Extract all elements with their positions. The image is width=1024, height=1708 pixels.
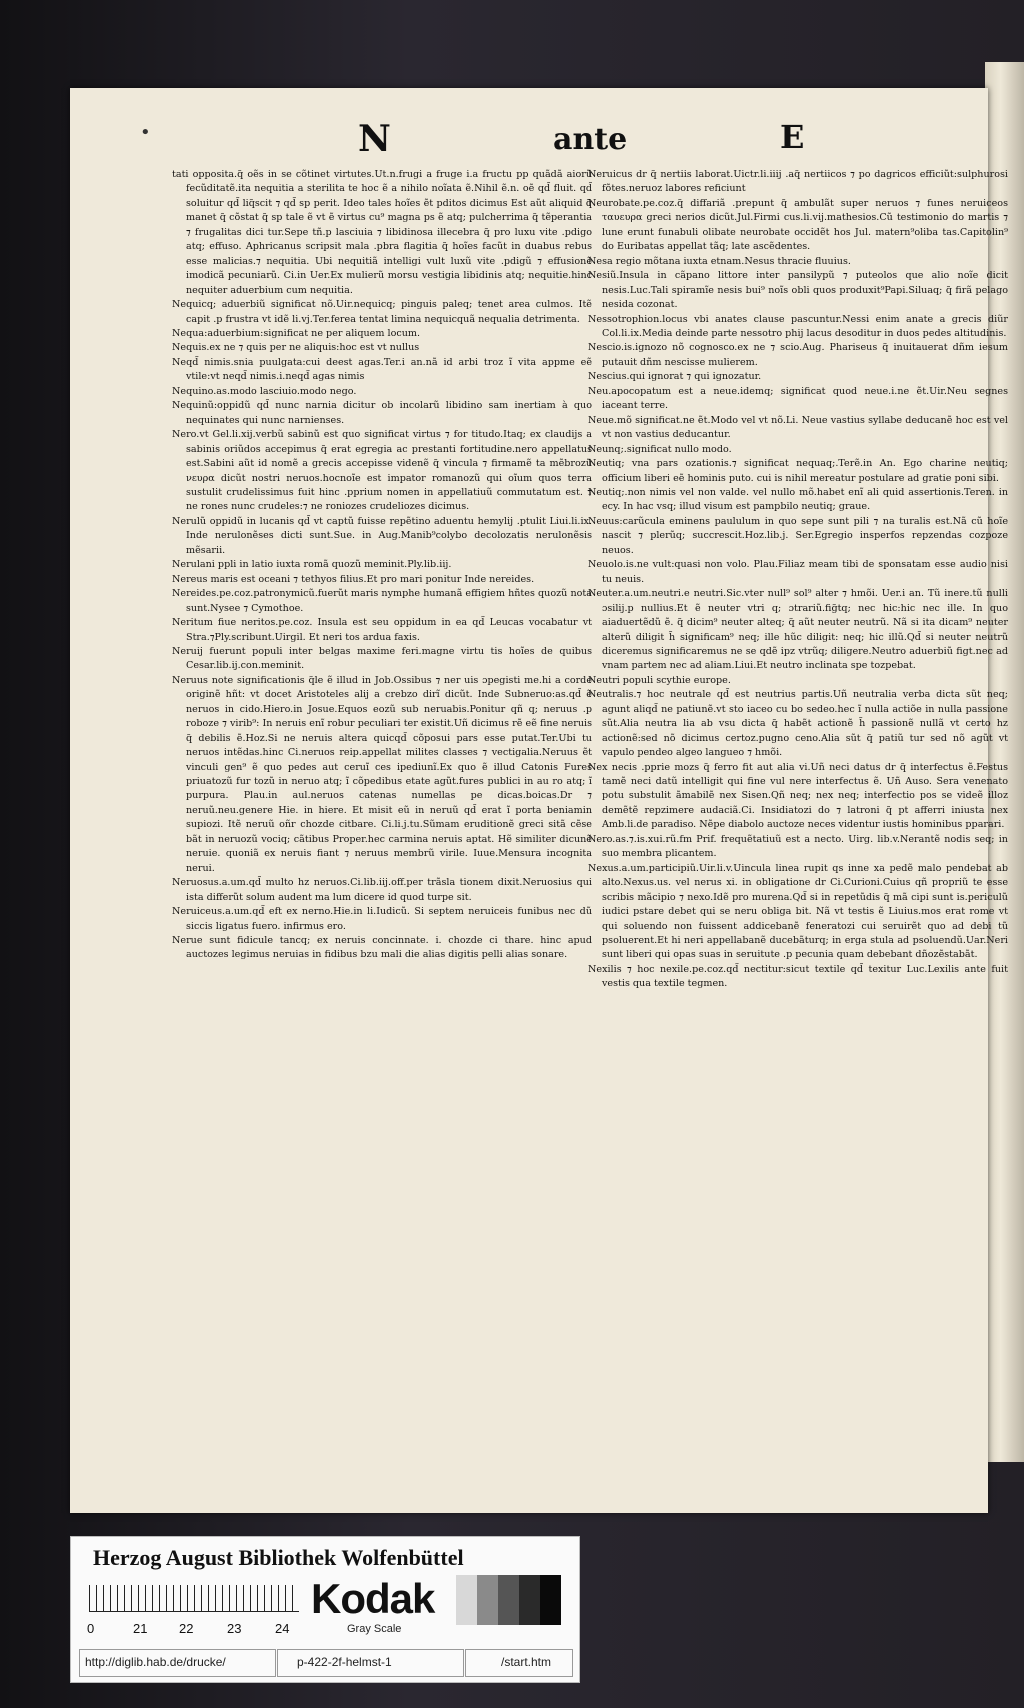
ruler-number: 0 — [87, 1621, 95, 1636]
dictionary-entry: Nequinũ:oppidũ qd̃ nunc narnia dicitur ob incolarũ libidino sam inertiam à quo nequinates qui nunc narnienses. — [172, 400, 592, 426]
dictionary-entry: Nerulũ oppidũ in lucanis qd̃ vt captũ fuisse repẽtino aduentu hemylij .ptulit Liui.li.ix. Inde nerulonẽses dicti sunt.Sue. in Aug.Manib⁹colybo decolozatis nerulonẽsis mẽsarii. — [172, 515, 592, 556]
gray-scale-label: Gray Scale — [347, 1623, 402, 1635]
dictionary-entry: Neue.mõ significat.ne ẽt.Modo vel vt nõ.Li. Neue vastius syllabe deducanẽ hoc est vel vt non vastius deducantur. — [588, 414, 1008, 441]
gray-swatch — [456, 1575, 477, 1625]
ruler-number: 21 — [133, 1621, 148, 1636]
dictionary-entry: Nerulani ppli in latio iuxta romã quozũ meminit.Ply.lib.iij. — [172, 559, 452, 571]
dictionary-entry: Nescio.is.ignozo nõ cognosco.ex ne ⁊ scio.Aug. Phariseus q̃ inuitauerat dñm iesum putauit dñm nescisse mulierem. — [588, 342, 1008, 368]
book-page — [70, 88, 1008, 1513]
dictionary-entry: Neritum fiue neritos.pe.coz. Insula est seu oppidum in ea qd̃ Leucas vocabatur vt Stra.⁊Ply.scribunt.Uirgil. Et neri tos ardua faxis. — [172, 617, 592, 643]
dictionary-entry: Neuus:carũcula eminens paululum in quo sepe sunt pili ⁊ na turalis est.Nã cũ hoĩe nascit ⁊ plerũq; succrescit.Hoz.lib.j. Ser.Egregio insperfos repzendas cozpoze neuos. — [588, 515, 1008, 556]
gray-swatch — [519, 1575, 540, 1625]
dictionary-entry: Neruicus dr q̃ nertiis laborat.Uictr.li.iiij .aq̃ nertiicos ⁊ po dagricos efficiũt:sulphurosi fõtes.neruoz labores reficiunt — [588, 169, 1008, 195]
dictionary-entry: Neunq;.significat nullo modo. — [588, 443, 732, 455]
dictionary-entry: Nexus.a.um.participiũ.Uir.li.v.Uincula linea rupit qs inne xa pedẽ malo pendebat ab alto.Nexus.us. vel nerus xi. in obligatione dr Ci.Curioni.Cuius qñ propriũ te esse scribis mãcipio ⁊ nexo.Idẽ pro murena.Qd̃ si in repetũdis q̃ mã cipi sunt is.periculũ iudici pstare debet qui se neru obliga bit. Nã vt testis ẽ Liuius.mos erat rome vt qui soluendo non fuissent addicebanẽ feneratozi cui seruirẽt quo ad debi tũ psoluerent.Et hi neri appellabanẽ ducebãturq; in erga stula ad psoluendũ.Uar.Neri sunt liberi qui opas suas in seruitute .p pecunia quam debebant dñozẽstabãt. — [588, 862, 1008, 961]
dictionary-entry: Nexilis ⁊ hoc nexile.pe.coz.qd̃ nectitur:sicut textile qd̃ texitur Luc.Lexilis ante fuit vestis qua textile tegmen. — [588, 963, 1008, 990]
dictionary-entry: Nescius.qui ignorat ⁊ qui ignozatur. — [588, 371, 762, 383]
page-header — [70, 118, 988, 168]
gray-swatch — [477, 1575, 498, 1625]
dictionary-entry: Neurobate.pe.coz.q̃ diffariã .prepunt q̃ ambulãt super neruos ⁊ funes neruiceos ταυευρα greci nerios dicũt.Jul.Firmi cus.li.vij.mathesios.Cũ testimonio do martis ⁊ lune erunt funabuli olibate neurobate occidẽt hos Jul. matern⁹oliba tas.Capitolin⁹ do Euribatas appellat tãq; late ascẽdentes. — [588, 197, 1008, 253]
gray-swatch — [498, 1575, 519, 1625]
dictionary-entry: Nereides.pe.coz.patronymicũ.fuerũt maris nymphe humanã effigiem hñtes quozũ nota sunt.Nysee ⁊ Cymothoe. — [172, 588, 592, 614]
library-scan-label — [70, 1536, 580, 1683]
header-word-center: ante — [553, 122, 628, 157]
dictionary-entry: Nero.vt Gel.li.xij.verbũ sabinũ est quo significat virtus ⁊ for titudo.Itaq; ex claudijs a sabinis oriũdos accepimus q̃ erat egregia ac prestanti fortitudine.nero appellatus est.Sabini aũt id nomẽ a grecis accepisse videnẽ q̃ vincula ⁊ firmamẽ ta mẽbrozũ νευρα dicũt nostri neruos.hocnoĩe est impator romanozũ qui oĩum quos terra sustulit crudelissimus fuit hinc .pprium nomen in appellatiuũ commutatum est. ⁊ ne rones nunc crudeles:⁊ ne roniozes crudeliozes dicimus. — [172, 429, 592, 513]
dictionary-entry: Nequino.as.modo lasciuio.modo nego. — [172, 385, 357, 397]
shelfmark: p-422-2f-helmst-1 — [297, 1655, 392, 1669]
library-title: Herzog August Bibliothek Wolfenbüttel — [93, 1545, 464, 1570]
dictionary-entry: Nesiũ.Insula in cãpano littore inter pansilypũ ⁊ puteolos que alio noĩe dicit nesis.Luc.Tali spiramĩe nesis bui⁹ noĩs obli quos produxit⁹Papi.Siluaq; q̃ firã pelago nesida cozonat. — [588, 270, 1008, 311]
scale-ruler — [89, 1585, 299, 1612]
gray-scale-swatches — [456, 1575, 561, 1625]
dictionary-entry: Neutiq; vna pars ozationis.⁊ significat nequaq;.Terẽ.in An. Ego charine neutiq; officium liberi eẽ hominis puto. cui is nihil mereatur postulare ad gratie poni sibi. — [588, 458, 1008, 484]
library-url: http://diglib.hab.de/drucke/ — [85, 1655, 226, 1669]
dictionary-entry: Nex necis .pprie mozs q̃ ferro fit aut alia vi.Uñ neci datus dr q̃ interfectus ẽ.Festus tamẽ neci datũ intelligit qui fine vul nere interfectus ẽ. Uñ Auso. Sera venenato potu substulit ãmabilẽ nex Sisen.Qñ neq; nex neq; interfectio pos se videẽ illoz demẽtẽ repzimere audaciã.Ci. Insidiatozi do ⁊ latroni q̃ pt afferri iniusta nex Amb.li.de paradiso. Nẽpe diabolo auctoze neces videntur iustis hominibus pparari. — [588, 761, 1008, 831]
ruler-number: 24 — [275, 1621, 290, 1636]
header-letter-left: N — [358, 118, 391, 160]
gray-swatch — [540, 1575, 561, 1625]
dictionary-entry: Nero.as.⁊.is.xui.rũ.fm Prif. frequẽtatiuũ est a necto. Uirg. lib.v.Nerantẽ nodis seq; in suo membra plicantem. — [588, 833, 1008, 860]
start-path: /start.htm — [501, 1655, 552, 1669]
dictionary-entry: Neruij fuerunt populi inter belgas maxime feri.magne virtu tis hoĩes de quibus Cesar.lib.ij.con.meminit. — [172, 645, 592, 672]
dictionary-entry: Neutiq;.non nimis vel non valde. vel nullo mõ.habet enĩ ali quid assertionis.Teren. in ecy. In hac vsq; illud visum est pampbilo neutiq; graue. — [588, 486, 1008, 513]
dictionary-entry: Neruiceus.a.um.qd̃ eft ex nerno.Hie.in li.Iudicũ. Si septem neruiceis funibus nec dũ siccis ligatus fuero. infirmus ero. — [172, 906, 592, 932]
dictionary-entry: Nerue sunt fidicule tancq; ex neruis concinnate. i. chozde ci thare. hinc apud auctozes legimus neruias in fidibus bzu mali die alias digitis pelli alias sonare. — [172, 935, 592, 961]
right-text-column — [588, 168, 1008, 992]
dictionary-entry: Nequicq; aduerbiũ significat nõ.Uir.nequicq; pinguis paleq; tenet area culmos. Itẽ capit .p frustra vt idẽ li.vj.Ter.ferea tentat limina nequicquã nequalia detrimenta. — [172, 299, 592, 325]
ruler-number: 22 — [179, 1621, 194, 1636]
dictionary-entry: Neruus note significationis q̃le ẽ illud in Job.Ossibus ⁊ ner uis ɔpegisti me.hi a corde originẽ hñt: vt docet Aristoteles alij a crebzo dirĩ dicũt. Inde Subneruo:as.qd̃ ẽ neruos in cido.Hiero.in Josue.Equos eozũ sub neruabis.Ponitur qñ q; neruus .p roboze ⁊ virib⁹: In neruis enĩ robur peculiari ter existit.Uñ dicimus rẽ eẽ fine neruis q̃ debilis ẽ.Hoz.Si ne neruis altera quicqd̃ cõposui pars esse putat.Ter.Ubi tu neruos intẽdas.hinc Ci.neruos reip.appellat milites classes ⁊ vectigalia.Neruus ẽt vinculi gen⁹ ẽ quo pedes aut ceruĩ ces ipediunĩ.Ex quo ẽ illud Catonis Fures priuatozũ fur tozũ in neruo atq; ĩ cõpedibus etate agũt.fures publici in au ro atq; ĩ purpura. Plau.in aul.neruos catenas numellas pe dicas.boicas.Dr ⁊ neruũ.neu.genere Hie. in hiere. Et misit eũ in neruũ qd̃ erat ĩ porta beniamin supiozi. Itẽ neruũ oñr chozde citbare. Ci.li.j.tu.Sũmam eruditionẽ greci sitã cẽse bãt in neruozũ vociq; cãtibus Proper.hec carmina neruis aptat. Hẽ similiter dicunẽ neruie. quoniã ex neruis fiant ⁊ neruus membrũ virile. Iuue.Mensura incognita nerui. — [172, 674, 592, 874]
kodak-logo: Kodak — [311, 1575, 435, 1622]
dictionary-entry: Neutralis.⁊ hoc neutrale qd̃ est neutrius partis.Uñ neutralia verba dicta sũt neq; agunt aliqd̃ ne patiunẽ.vt sto iaceo cu bo sedeo.hec ĩ nulla actiõe in nulla passione sũt.Alia neutra lia ab vsu dicta q̃ habẽt actionẽ h̃ passionẽ nullã vt certo hz actionẽ:sed nõ dicimus certoz.pugno ceno.Alia sũt q̃ patiũ tur sed nõ agũt vt vapulo pendeo algeo langueo ⁊ hmõi. — [588, 689, 1008, 759]
dictionary-entry: Neuter.a.um.neutri.e neutri.Sic.vter null⁹ sol⁹ alter ⁊ hmõi. Uer.i an. Tũ inere.tũ nulli ɔsilij.p nullius.Et ẽ neuter vtri q; ɔtrariũ.fig̃tq; nec hic:hic nec ille. In quo aiaduertẽdũ ẽ. q̃ dicim⁹ neuter alteq; q̃ aũt neuter neutrũ. Nã si ita dicam⁹ neuter alterũ diligit h̃ significam⁹ neq; ille hũc diligit: neq; hic illũ.Qd̃ si neuter neutrũ diceremus significaremus ne se qdẽ ipz vtrũq; diligere.Neutro aduerbiũ figt.nec ad vnam partem nec ad aliam.Liui.Et neutro inclinata spe tozpebat. — [588, 588, 1008, 672]
dictionary-entry: Nequis.ex ne ⁊ quis per ne aliquis:hoc est vt nullus — [172, 342, 420, 354]
dictionary-entry: Nesa regio mõtana iuxta etnam.Nesus thracie fluuius. — [588, 255, 851, 267]
dictionary-entry: Nessotrophion.locus vbi anates clause pascuntur.Nessi enim anate a grecis diũr Col.li.ix.Media deinde parte nessotro phij lacus desoditur in duos pedes altitudinis. — [588, 313, 1008, 339]
dictionary-entry: Neruosus.a.um.qd̃ multo hz neruos.Ci.lib.iij.off.per trãsla tionem dixit.Neruosius qui ista differũt solum audent ma lum dicere id quod turpe sit. — [172, 877, 592, 903]
ruler-number: 23 — [227, 1621, 242, 1636]
dictionary-entry: tati opposita.q̃ oẽs in se cõtinet virtutes.Ut.n.frugi a fruge i.a fructu pp quãdã aiorũ fecũditatẽ.ita nequitia a sterilita te hoc ẽ a nihilo noĩata ẽ.Nihil ẽ.n. oẽ qd̃ fluit. qd̃ soluitur qd̃ liq̃scit ⁊ qd̃ sp perit. Ideo tales hoĩes ẽt pditos dicimus Est aũt aliquid q̃ manet q̃ cõstat q̃ sp tale ẽ vt ẽ virtus cu⁹ magna ps ẽ atq; pulcherrima q̃ tẽperantia ⁊ frugalitas dici tur.Sepe tñ.p lasciuia ⁊ libidinosa illecebra q̃ pro luxu vite .pdigo atq; effuso. Aphricanus scripsit mala .pbra flagitia q̃ hoĩes facũt in duabus rebus esse malicias.⁊ nequitia. Ubi nequitiã intelligi vult luxũ vite .pdigũ ⁊ effusionẽ imodicã pecuniarũ. Ci.in Uer.Ex mulierũ morsu vestigia libidinis atq; nequitie.hinc nequiter aduerbium cum nequitia. — [172, 169, 592, 296]
dictionary-entry: Nequa:aduerbium:significat ne per aliquem locum. — [172, 327, 421, 339]
dictionary-entry: Neuolo.is.ne vult:quasi non volo. Plau.Filiaz meam tibi de sponsatam esse audio nisi tu neuis. — [588, 559, 1008, 585]
page-dot-mark: • — [140, 122, 151, 143]
header-letter-right: E — [780, 118, 805, 156]
dictionary-entry: Neu.apocopatum est a neue.idemq; significat quod neue.i.ne ẽt.Uir.Neu segnes iaceant terre. — [588, 385, 1008, 412]
dictionary-entry: Neqd̃ nimis.snia puulgata:cui deest agas.Ter.i an.nã id arbi troz ĩ vita appme eẽ vtile:vt neqd̃ nimis.i.neqd̃ agas nimis — [172, 356, 592, 383]
dictionary-entry: Nereus maris est oceani ⁊ tethyos filius.Et pro mari ponitur Inde nereides. — [172, 573, 535, 585]
left-text-column — [172, 168, 592, 963]
dictionary-entry: Neutri populi scythie europe. — [588, 674, 731, 686]
